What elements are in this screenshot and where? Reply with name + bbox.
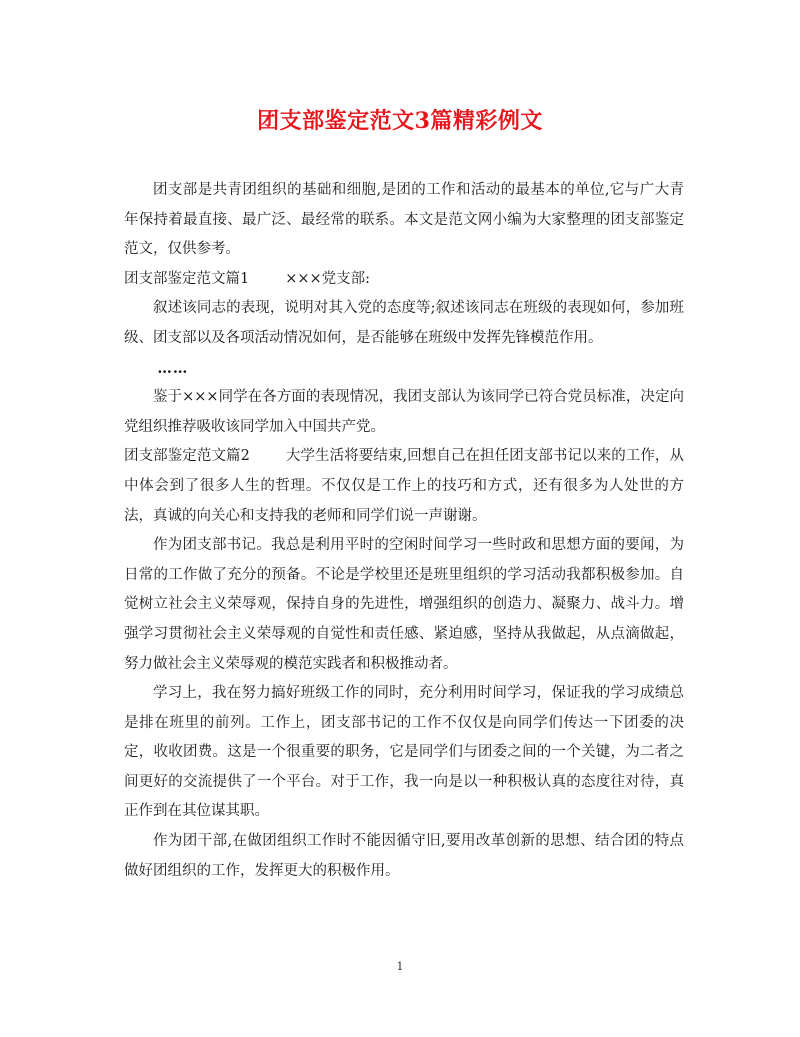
article1-ellipsis: …… <box>157 359 189 377</box>
article1-paragraph-1: 叙述该同志的表现，说明对其入党的态度等;叙述该同志在班级的表现如何，参加班级、团支部以及各项活动情况如何，是否能够在班级中发挥先锋模范作用。 <box>124 300 684 346</box>
intro-paragraph: 团支部是共青团组织的基础和细胞,是团的工作和活动的最基本的单位,它与广大青年保持着最直接、最广泛、最经常的联系。本文是范文网小编为大家整理的团支部鉴定范文，仅供参考。 <box>124 182 684 258</box>
page-number: 1 <box>396 960 404 973</box>
article1-salutation: ×××党支部: <box>285 270 371 287</box>
article2-paragraph-2: 学习上，我在努力搞好班级工作的同时，充分利用时间学习，保证我的学习成绩总是排在班里的前列。工作上，团支部书记的工作不仅仅是向同学们传达一下团委的决定，收收团费。这是一个很重要的职务，它是同学们与团委之间的一个关键，为二者之间更好的交流提供了一个平台。对于工作，我一向是以一种积极认真的态度往对待，真正作到在其位谋其职。 <box>124 685 684 820</box>
article2-paragraph-3: 作为团干部,在做团组织工作时不能因循守旧,要用改革创新的思想、结合团的特点做好团组织的工作，发挥更大的积极作用。 <box>124 833 684 879</box>
document-body <box>124 176 684 886</box>
article1-heading: 团支部鉴定范文篇1 <box>124 270 250 287</box>
article2-first-line: 大学生活将要结束,回想自己在担任团支部书记以来的工作，从中体会到了很多人生的哲理。不仅仅是工作上的技巧和方式，还有很多为人处世的方法，真诚的向关心和支持我的老师和同学们说一声谢谢。 <box>124 448 685 524</box>
article1-header-line <box>124 265 684 295</box>
article2-header-line <box>124 442 684 531</box>
article2-paragraph-1: 作为团支部书记。我总是利用平时的空闲时间学习一些时政和思想方面的要闻，为日常的工作做了充分的预备。不论是学校里还是班里组织的学习活动我都积极参加。自觉树立社会主义荣辱观，保持自身的先进性，增强组织的创造力、凝聚力、战斗力。增强学习贯彻社会主义荣辱观的自觉性和责任感、紧迫感，坚持从我做起，从点滴做起，努力做社会主义荣辱观的模范实践者和积极推动者。 <box>124 537 684 672</box>
article2-heading: 团支部鉴定范文篇2 <box>124 448 250 465</box>
document-title: 团支部鉴定范文3篇精彩例文 <box>257 108 543 134</box>
article1-paragraph-2: 鉴于×××同学在各方面的表现情况，我团支部认为该同学已符合党员标准，决定向党组织推荐吸收该同学加入中国共产党。 <box>124 389 684 435</box>
